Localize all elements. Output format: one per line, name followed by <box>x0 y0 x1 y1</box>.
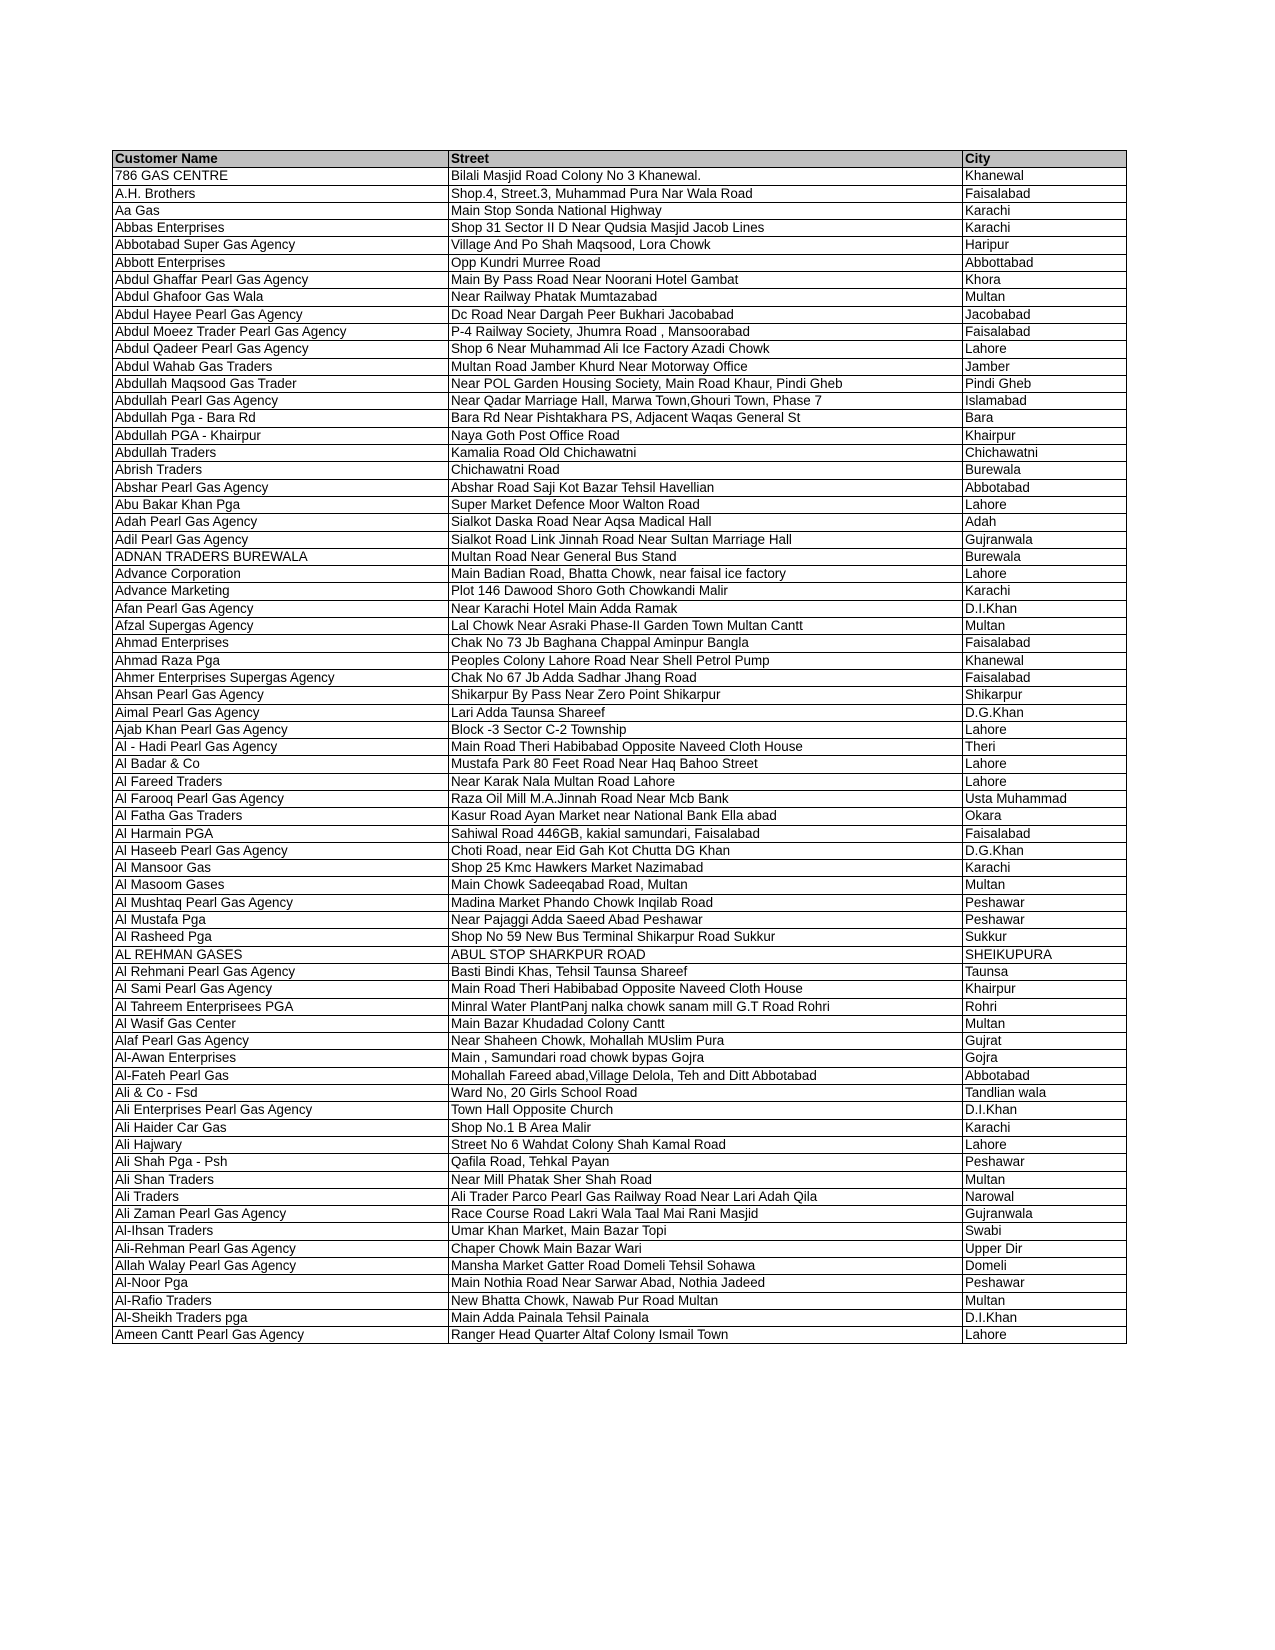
city-cell: Burewala <box>963 462 1127 479</box>
table-row <box>113 1050 1127 1067</box>
table-row <box>113 393 1127 410</box>
street-cell: Shop.4, Street.3, Muhammad Pura Nar Wala Road <box>449 185 963 202</box>
customer-name-cell: Al Rehmani Pearl Gas Agency <box>113 963 449 980</box>
city-cell: Jamber <box>963 358 1127 375</box>
city-cell: Abbotabad <box>963 1067 1127 1084</box>
city-cell: Lahore <box>963 1327 1127 1344</box>
street-cell: Ranger Head Quarter Altaf Colony Ismail Town <box>449 1327 963 1344</box>
customer-name-cell: Afan Pearl Gas Agency <box>113 600 449 617</box>
table-row <box>113 566 1127 583</box>
customer-name-cell: Al-Awan Enterprises <box>113 1050 449 1067</box>
city-cell: Lahore <box>963 496 1127 513</box>
street-cell: Qafila Road, Tehkal Payan <box>449 1154 963 1171</box>
customer-name-cell: Ahmad Enterprises <box>113 635 449 652</box>
street-cell: Umar Khan Market, Main Bazar Topi <box>449 1223 963 1240</box>
customer-name-cell: Ali Hajwary <box>113 1136 449 1153</box>
city-cell: Upper Dir <box>963 1240 1127 1257</box>
table-row <box>113 669 1127 686</box>
city-cell: Jacobabad <box>963 306 1127 323</box>
column-header-street: Street <box>449 151 963 168</box>
street-cell: Minral Water PlantPanj nalka chowk sanam mill G.T Road Rohri <box>449 998 963 1015</box>
street-cell: Shop No.1 B Area Malir <box>449 1119 963 1136</box>
customer-name-cell: Ali Enterprises Pearl Gas Agency <box>113 1102 449 1119</box>
city-cell: Khora <box>963 272 1127 289</box>
street-cell: Basti Bindi Khas, Tehsil Taunsa Shareef <box>449 963 963 980</box>
customer-name-cell: Abdullah Traders <box>113 445 449 462</box>
customer-name-cell: Al Harmain PGA <box>113 825 449 842</box>
street-cell: Mansha Market Gatter Road Domeli Tehsil Sohawa <box>449 1258 963 1275</box>
customer-name-cell: Adil Pearl Gas Agency <box>113 531 449 548</box>
street-cell: Raza Oil Mill M.A.Jinnah Road Near Mcb Bank <box>449 790 963 807</box>
table-row <box>113 185 1127 202</box>
customer-name-cell: Al Mansoor Gas <box>113 860 449 877</box>
customer-name-cell: Advance Marketing <box>113 583 449 600</box>
city-cell: Haripur <box>963 237 1127 254</box>
city-cell: Gujrat <box>963 1033 1127 1050</box>
street-cell: Plot 146 Dawood Shoro Goth Chowkandi Malir <box>449 583 963 600</box>
table-row <box>113 427 1127 444</box>
customer-name-cell: Al Tahreem Enterprisees PGA <box>113 998 449 1015</box>
street-cell: Sahiwal Road 446GB, kakial samundari, Faisalabad <box>449 825 963 842</box>
city-cell: Karachi <box>963 202 1127 219</box>
street-cell: Abshar Road Saji Kot Bazar Tehsil Havellian <box>449 479 963 496</box>
customer-name-cell: Alaf Pearl Gas Agency <box>113 1033 449 1050</box>
customer-name-cell: Abdullah PGA - Khairpur <box>113 427 449 444</box>
city-cell: Karachi <box>963 583 1127 600</box>
street-cell: Main Nothia Road Near Sarwar Abad, Nothia Jadeed <box>449 1275 963 1292</box>
table-row <box>113 635 1127 652</box>
table-row <box>113 462 1127 479</box>
city-cell: Peshawar <box>963 1154 1127 1171</box>
street-cell: Main Stop Sonda National Highway <box>449 202 963 219</box>
city-cell: Peshawar <box>963 894 1127 911</box>
table-row <box>113 1275 1127 1292</box>
table-row <box>113 375 1127 392</box>
city-cell: Faisalabad <box>963 185 1127 202</box>
customer-name-cell: Ali-Rehman Pearl Gas Agency <box>113 1240 449 1257</box>
header-row <box>113 151 1127 168</box>
customer-name-cell: Ali Haider Car Gas <box>113 1119 449 1136</box>
customer-name-cell: Abu Bakar Khan Pga <box>113 496 449 513</box>
table-row <box>113 912 1127 929</box>
city-cell: Peshawar <box>963 1275 1127 1292</box>
table-row <box>113 341 1127 358</box>
customer-name-cell: Abdul Ghafoor Gas Wala <box>113 289 449 306</box>
customer-name-cell: ADNAN TRADERS BUREWALA <box>113 548 449 565</box>
table-row <box>113 1067 1127 1084</box>
customer-name-cell: Ali Shah Pga - Psh <box>113 1154 449 1171</box>
table-row <box>113 652 1127 669</box>
city-cell: Lahore <box>963 756 1127 773</box>
street-cell: New Bhatta Chowk, Nawab Pur Road Multan <box>449 1292 963 1309</box>
street-cell: Near Mill Phatak Sher Shah Road <box>449 1171 963 1188</box>
table-row <box>113 548 1127 565</box>
customer-table <box>112 150 1127 1344</box>
street-cell: Kasur Road Ayan Market near National Bank Ella abad <box>449 808 963 825</box>
customer-name-cell: Ajab Khan Pearl Gas Agency <box>113 721 449 738</box>
table-row <box>113 756 1127 773</box>
customer-name-cell: Abdul Qadeer Pearl Gas Agency <box>113 341 449 358</box>
table-row <box>113 600 1127 617</box>
table-row <box>113 721 1127 738</box>
street-cell: Bilali Masjid Road Colony No 3 Khanewal. <box>449 168 963 185</box>
city-cell: Burewala <box>963 548 1127 565</box>
customer-name-cell: Allah Walay Pearl Gas Agency <box>113 1258 449 1275</box>
table-row <box>113 1033 1127 1050</box>
customer-name-cell: Adah Pearl Gas Agency <box>113 514 449 531</box>
city-cell: Pindi Gheb <box>963 375 1127 392</box>
customer-name-cell: Ahmad Raza Pga <box>113 652 449 669</box>
table-row <box>113 358 1127 375</box>
city-cell: D.I.Khan <box>963 600 1127 617</box>
street-cell: Super Market Defence Moor Walton Road <box>449 496 963 513</box>
customer-name-cell: Al - Hadi Pearl Gas Agency <box>113 739 449 756</box>
city-cell: Taunsa <box>963 963 1127 980</box>
city-cell: Shikarpur <box>963 687 1127 704</box>
city-cell: Khanewal <box>963 168 1127 185</box>
table-body <box>113 168 1127 1344</box>
city-cell: Faisalabad <box>963 669 1127 686</box>
city-cell: Narowal <box>963 1188 1127 1205</box>
table-row <box>113 445 1127 462</box>
street-cell: Multan Road Jamber Khurd Near Motorway Office <box>449 358 963 375</box>
customer-name-cell: Al Mustafa Pga <box>113 912 449 929</box>
street-cell: Lal Chowk Near Asraki Phase-II Garden Town Multan Cantt <box>449 618 963 635</box>
customer-name-cell: Abdullah Maqsood Gas Trader <box>113 375 449 392</box>
table-row <box>113 479 1127 496</box>
city-cell: Karachi <box>963 220 1127 237</box>
city-cell: Abbottabad <box>963 254 1127 271</box>
city-cell: Swabi <box>963 1223 1127 1240</box>
street-cell: Sialkot Road Link Jinnah Road Near Sultan Marriage Hall <box>449 531 963 548</box>
city-cell: Islamabad <box>963 393 1127 410</box>
street-cell: Shop No 59 New Bus Terminal Shikarpur Road Sukkur <box>449 929 963 946</box>
customer-name-cell: Al-Rafio Traders <box>113 1292 449 1309</box>
table-row <box>113 1292 1127 1309</box>
customer-name-cell: Al Sami Pearl Gas Agency <box>113 981 449 998</box>
street-cell: Main Bazar Khudadad Colony Cantt <box>449 1015 963 1032</box>
column-header-customer-name: Customer Name <box>113 151 449 168</box>
customer-name-cell: Al Mushtaq Pearl Gas Agency <box>113 894 449 911</box>
table-row <box>113 894 1127 911</box>
customer-name-cell: Ali Zaman Pearl Gas Agency <box>113 1206 449 1223</box>
city-cell: Lahore <box>963 721 1127 738</box>
street-cell: Near Karak Nala Multan Road Lahore <box>449 773 963 790</box>
customer-name-cell: Ameen Cantt Pearl Gas Agency <box>113 1327 449 1344</box>
customer-name-cell: Aa Gas <box>113 202 449 219</box>
table-row <box>113 306 1127 323</box>
city-cell: Okara <box>963 808 1127 825</box>
street-cell: Mustafa Park 80 Feet Road Near Haq Bahoo Street <box>449 756 963 773</box>
table-row <box>113 531 1127 548</box>
city-cell: Abbotabad <box>963 479 1127 496</box>
street-cell: Village And Po Shah Maqsood, Lora Chowk <box>449 237 963 254</box>
city-cell: Multan <box>963 1292 1127 1309</box>
street-cell: Chaper Chowk Main Bazar Wari <box>449 1240 963 1257</box>
table-row <box>113 704 1127 721</box>
table-row <box>113 1171 1127 1188</box>
city-cell: D.I.Khan <box>963 1309 1127 1326</box>
city-cell: Lahore <box>963 1136 1127 1153</box>
city-cell: Domeli <box>963 1258 1127 1275</box>
city-cell: Gojra <box>963 1050 1127 1067</box>
customer-name-cell: AL REHMAN GASES <box>113 946 449 963</box>
city-cell: Lahore <box>963 566 1127 583</box>
city-cell: Tandlian wala <box>963 1085 1127 1102</box>
table-row <box>113 1136 1127 1153</box>
table-row <box>113 687 1127 704</box>
customer-name-cell: Al-Sheikh Traders pga <box>113 1309 449 1326</box>
city-cell: Rohri <box>963 998 1127 1015</box>
customer-name-cell: Al Wasif Gas Center <box>113 1015 449 1032</box>
customer-name-cell: Al Masoom Gases <box>113 877 449 894</box>
street-cell: Race Course Road Lakri Wala Taal Mai Rani Masjid <box>449 1206 963 1223</box>
street-cell: Chak No 67 Jb Adda Sadhar Jhang Road <box>449 669 963 686</box>
city-cell: Bara <box>963 410 1127 427</box>
customer-name-cell: 786 GAS CENTRE <box>113 168 449 185</box>
city-cell: Gujranwala <box>963 1206 1127 1223</box>
customer-name-cell: Abdul Moeez Trader Pearl Gas Agency <box>113 323 449 340</box>
customer-name-cell: Al Rasheed Pga <box>113 929 449 946</box>
customer-name-cell: Ali Traders <box>113 1188 449 1205</box>
street-cell: Chak No 73 Jb Baghana Chappal Aminpur Bangla <box>449 635 963 652</box>
city-cell: Faisalabad <box>963 825 1127 842</box>
street-cell: Opp Kundri Murree Road <box>449 254 963 271</box>
city-cell: Chichawatni <box>963 445 1127 462</box>
street-cell: Main , Samundari road chowk bypas Gojra <box>449 1050 963 1067</box>
customer-name-cell: Al Badar & Co <box>113 756 449 773</box>
city-cell: Karachi <box>963 860 1127 877</box>
customer-name-cell: Abdul Hayee Pearl Gas Agency <box>113 306 449 323</box>
customer-name-cell: Al-Ihsan Traders <box>113 1223 449 1240</box>
table-row <box>113 496 1127 513</box>
table-row <box>113 842 1127 859</box>
street-cell: Main Adda Painala Tehsil Painala <box>449 1309 963 1326</box>
table-row <box>113 202 1127 219</box>
table-row <box>113 946 1127 963</box>
street-cell: Near Railway Phatak Mumtazabad <box>449 289 963 306</box>
street-cell: Shikarpur By Pass Near Zero Point Shikarpur <box>449 687 963 704</box>
customer-name-cell: Ali & Co - Fsd <box>113 1085 449 1102</box>
column-header-city: City <box>963 151 1127 168</box>
street-cell: Street No 6 Wahdat Colony Shah Kamal Road <box>449 1136 963 1153</box>
table-row <box>113 237 1127 254</box>
table-row <box>113 825 1127 842</box>
table-row <box>113 1206 1127 1223</box>
customer-name-cell: Aimal Pearl Gas Agency <box>113 704 449 721</box>
city-cell: D.G.Khan <box>963 842 1127 859</box>
city-cell: D.G.Khan <box>963 704 1127 721</box>
table-row <box>113 1015 1127 1032</box>
street-cell: Multan Road Near General Bus Stand <box>449 548 963 565</box>
street-cell: Chichawatni Road <box>449 462 963 479</box>
street-cell: Near Pajaggi Adda Saeed Abad Peshawar <box>449 912 963 929</box>
street-cell: Town Hall Opposite Church <box>449 1102 963 1119</box>
street-cell: Naya Goth Post Office Road <box>449 427 963 444</box>
street-cell: Near Karachi Hotel Main Adda Ramak <box>449 600 963 617</box>
customer-name-cell: Abdul Wahab Gas Traders <box>113 358 449 375</box>
city-cell: Karachi <box>963 1119 1127 1136</box>
table-row <box>113 1085 1127 1102</box>
street-cell: Sialkot Daska Road Near Aqsa Madical Hall <box>449 514 963 531</box>
customer-name-cell: Abbott Enterprises <box>113 254 449 271</box>
street-cell: Ward No, 20 Girls School Road <box>449 1085 963 1102</box>
street-cell: Dc Road Near Dargah Peer Bukhari Jacobabad <box>449 306 963 323</box>
street-cell: Block -3 Sector C-2 Township <box>449 721 963 738</box>
street-cell: Main Badian Road, Bhatta Chowk, near faisal ice factory <box>449 566 963 583</box>
street-cell: Main Road Theri Habibabad Opposite Naveed Cloth House <box>449 739 963 756</box>
street-cell: Kamalia Road Old Chichawatni <box>449 445 963 462</box>
customer-name-cell: Abdul Ghaffar Pearl Gas Agency <box>113 272 449 289</box>
street-cell: Mohallah Fareed abad,Village Delola, Teh and Ditt Abbotabad <box>449 1067 963 1084</box>
city-cell: Peshawar <box>963 912 1127 929</box>
customer-name-cell: Abdullah Pga - Bara Rd <box>113 410 449 427</box>
table-row <box>113 1240 1127 1257</box>
street-cell: Main By Pass Road Near Noorani Hotel Gambat <box>449 272 963 289</box>
customer-name-cell: Ahmer Enterprises Supergas Agency <box>113 669 449 686</box>
street-cell: Shop 31 Sector II D Near Qudsia Masjid Jacob Lines <box>449 220 963 237</box>
table-row <box>113 860 1127 877</box>
city-cell: Multan <box>963 289 1127 306</box>
table-row <box>113 963 1127 980</box>
table-row <box>113 323 1127 340</box>
customer-name-cell: Advance Corporation <box>113 566 449 583</box>
table-row <box>113 1309 1127 1326</box>
table-row <box>113 1102 1127 1119</box>
customer-name-cell: Afzal Supergas Agency <box>113 618 449 635</box>
table-row <box>113 1188 1127 1205</box>
city-cell: Khairpur <box>963 427 1127 444</box>
city-cell: Sukkur <box>963 929 1127 946</box>
city-cell: Lahore <box>963 773 1127 790</box>
table-row <box>113 410 1127 427</box>
city-cell: Theri <box>963 739 1127 756</box>
table-row <box>113 1119 1127 1136</box>
customer-name-cell: Al-Noor Pga <box>113 1275 449 1292</box>
city-cell: Multan <box>963 877 1127 894</box>
table-row <box>113 272 1127 289</box>
table-row <box>113 790 1127 807</box>
street-cell: Near Qadar Marriage Hall, Marwa Town,Ghouri Town, Phase 7 <box>449 393 963 410</box>
customer-name-cell: Abrish Traders <box>113 462 449 479</box>
table-row <box>113 583 1127 600</box>
street-cell: Shop 25 Kmc Hawkers Market Nazimabad <box>449 860 963 877</box>
street-cell: Main Chowk Sadeeqabad Road, Multan <box>449 877 963 894</box>
city-cell: Multan <box>963 1015 1127 1032</box>
table-row <box>113 808 1127 825</box>
city-cell: Multan <box>963 618 1127 635</box>
customer-name-cell: Ahsan Pearl Gas Agency <box>113 687 449 704</box>
city-cell: Faisalabad <box>963 635 1127 652</box>
customer-name-cell: Al-Fateh Pearl Gas <box>113 1067 449 1084</box>
customer-name-cell: Al Fareed Traders <box>113 773 449 790</box>
table-row <box>113 289 1127 306</box>
street-cell: Near POL Garden Housing Society, Main Road Khaur, Pindi Gheb <box>449 375 963 392</box>
table-row <box>113 618 1127 635</box>
table-row <box>113 1223 1127 1240</box>
customer-name-cell: Abshar Pearl Gas Agency <box>113 479 449 496</box>
customer-name-cell: Al Haseeb Pearl Gas Agency <box>113 842 449 859</box>
table-row <box>113 514 1127 531</box>
street-cell: Ali Trader Parco Pearl Gas Railway Road Near Lari Adah Qila <box>449 1188 963 1205</box>
customer-name-cell: Ali Shan Traders <box>113 1171 449 1188</box>
street-cell: Madina Market Phando Chowk Inqilab Road <box>449 894 963 911</box>
street-cell: Bara Rd Near Pishtakhara PS, Adjacent Waqas General St <box>449 410 963 427</box>
city-cell: Adah <box>963 514 1127 531</box>
city-cell: Multan <box>963 1171 1127 1188</box>
table-row <box>113 773 1127 790</box>
customer-name-cell: Al Farooq Pearl Gas Agency <box>113 790 449 807</box>
street-cell: Lari Adda Taunsa Shareef <box>449 704 963 721</box>
customer-name-cell: Abbas Enterprises <box>113 220 449 237</box>
table-row <box>113 929 1127 946</box>
city-cell: Gujranwala <box>963 531 1127 548</box>
street-cell: Main Road Theri Habibabad Opposite Naveed Cloth House <box>449 981 963 998</box>
table-row <box>113 877 1127 894</box>
city-cell: Lahore <box>963 341 1127 358</box>
street-cell: ABUL STOP SHARKPUR ROAD <box>449 946 963 963</box>
street-cell: Choti Road, near Eid Gah Kot Chutta DG Khan <box>449 842 963 859</box>
table-row <box>113 981 1127 998</box>
street-cell: Near Shaheen Chowk, Mohallah MUslim Pura <box>449 1033 963 1050</box>
table-row <box>113 739 1127 756</box>
city-cell: SHEIKUPURA <box>963 946 1127 963</box>
city-cell: Faisalabad <box>963 323 1127 340</box>
customer-name-cell: Al Fatha Gas Traders <box>113 808 449 825</box>
table-row <box>113 1258 1127 1275</box>
street-cell: P-4 Railway Society, Jhumra Road , Mansoorabad <box>449 323 963 340</box>
street-cell: Shop 6 Near Muhammad Ali Ice Factory Azadi Chowk <box>449 341 963 358</box>
street-cell: Peoples Colony Lahore Road Near Shell Petrol Pump <box>449 652 963 669</box>
customer-name-cell: Abbotabad Super Gas Agency <box>113 237 449 254</box>
table-row <box>113 254 1127 271</box>
table-row <box>113 1154 1127 1171</box>
table-row <box>113 998 1127 1015</box>
city-cell: Usta Muhammad <box>963 790 1127 807</box>
table-row <box>113 1327 1127 1344</box>
table-row <box>113 168 1127 185</box>
customer-name-cell: Abdullah Pearl Gas Agency <box>113 393 449 410</box>
city-cell: Khanewal <box>963 652 1127 669</box>
customer-name-cell: A.H. Brothers <box>113 185 449 202</box>
city-cell: D.I.Khan <box>963 1102 1127 1119</box>
city-cell: Khairpur <box>963 981 1127 998</box>
table-row <box>113 220 1127 237</box>
